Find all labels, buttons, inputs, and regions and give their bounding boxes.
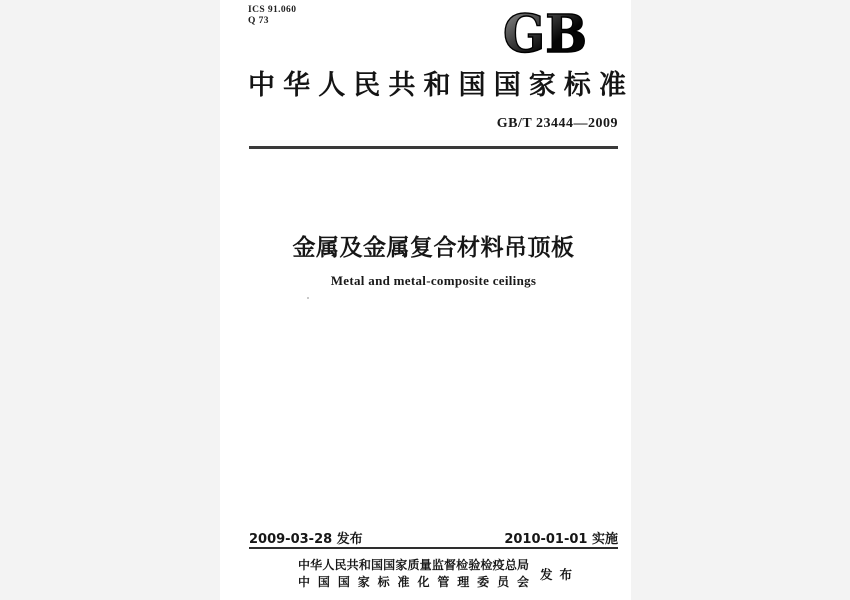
header-rule <box>249 146 618 149</box>
publish-label: 发布 <box>540 568 580 582</box>
standard-heading: 中华人民共和国国家标准 <box>248 70 626 100</box>
gb-logo-text: GB <box>503 7 587 59</box>
standard-cover-page <box>220 0 631 600</box>
issuing-authority-2: 中国国家标准化管理委员会 <box>298 574 529 589</box>
document-title-zh: 金属及金属复合材料吊顶板 <box>292 235 575 261</box>
standard-number: GB/T 23444—2009 <box>496 116 618 131</box>
issue-date: 2009-03-28 发布 <box>249 532 363 547</box>
document-class-code: Q 73 <box>248 16 269 26</box>
issuing-authorities <box>298 557 529 590</box>
issuing-authority-1: 中华人民共和国国家质量监督检验检疫总局 <box>298 558 529 572</box>
footer-rule <box>249 547 618 549</box>
gb-logo-icon <box>501 7 589 59</box>
ics-code: ICS 91.060 <box>248 5 297 15</box>
scan-artifact-speck <box>307 297 309 299</box>
document-title-en: Metal and metal-composite ceilings <box>330 273 537 288</box>
ics-classification-block <box>248 5 296 27</box>
implementation-date: 2010-01-01 实施 <box>504 532 618 547</box>
dates-row <box>249 528 618 547</box>
